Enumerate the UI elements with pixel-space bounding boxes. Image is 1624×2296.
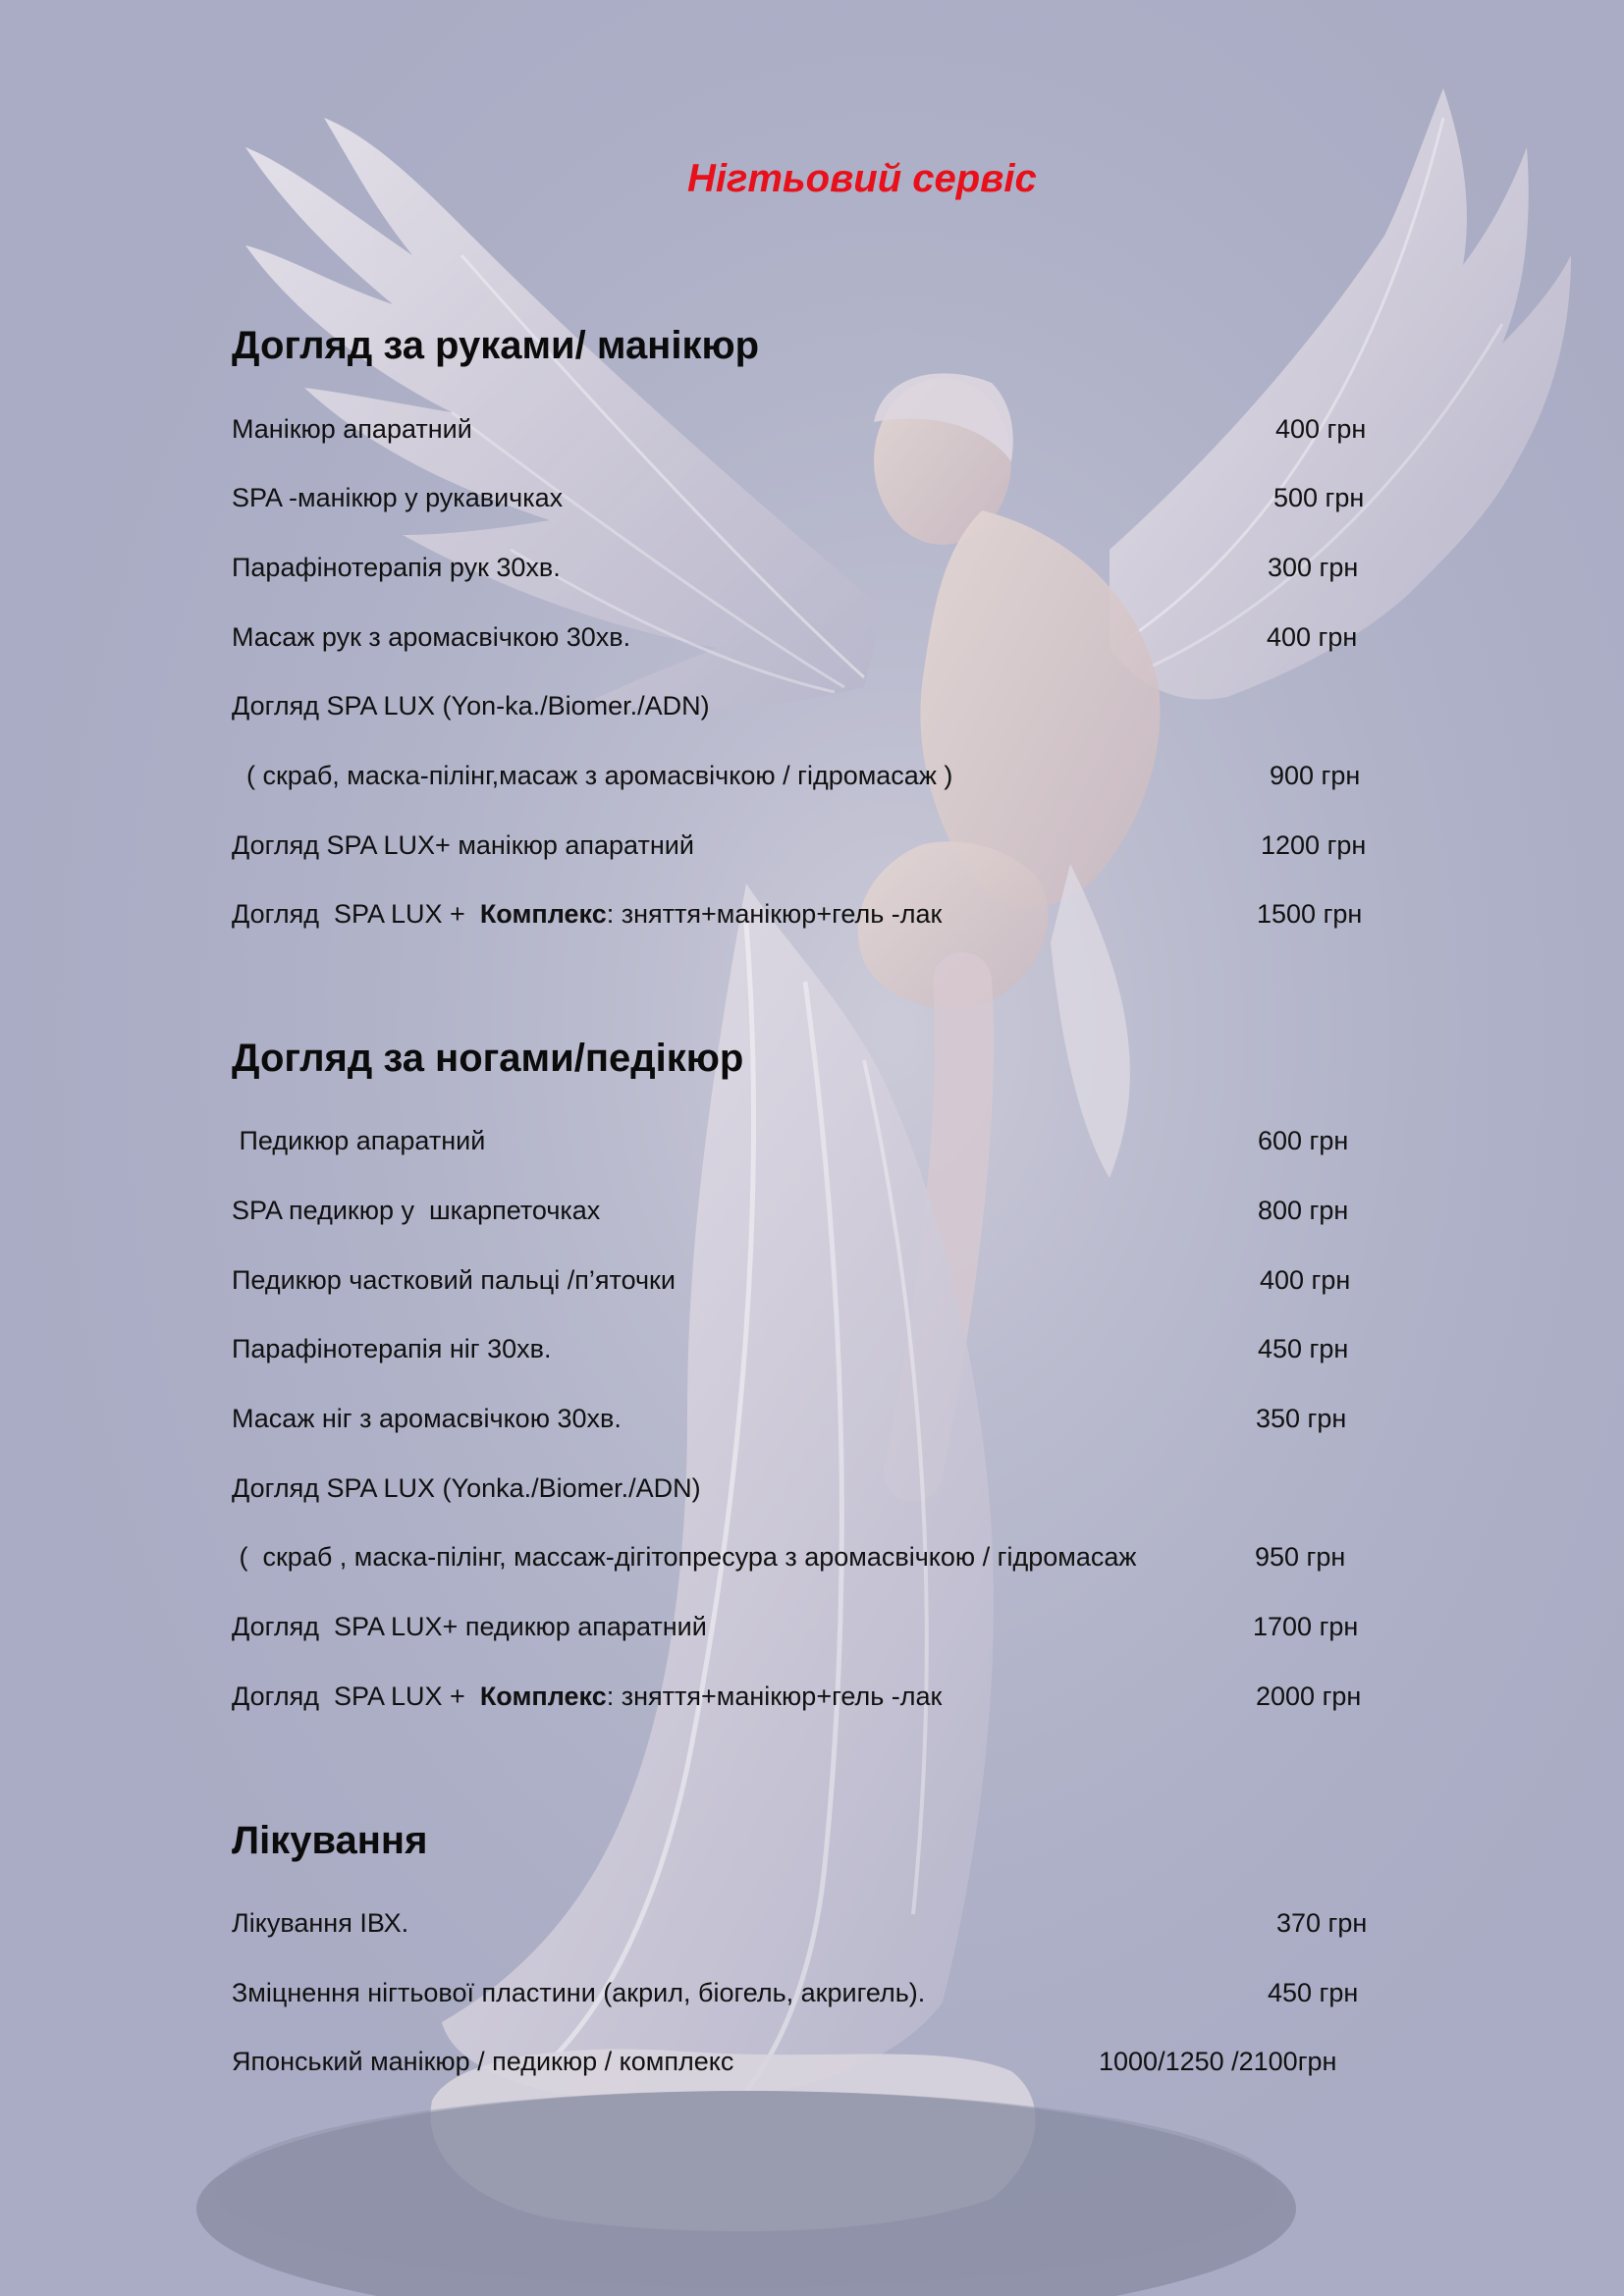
service-name: Зміцнення нігтьової пластини (акрил, біогель, акригель). <box>232 1978 926 2007</box>
service-price: 1000/1250 /2100грн <box>1099 2047 1337 2076</box>
service-name: Догляд SPA LUX+ педикюр апаратний <box>232 1612 707 1641</box>
service-name: Масаж ніг з аромасвічкою 30хв. <box>232 1404 622 1433</box>
service-price: 1200 грн <box>1261 830 1367 860</box>
service-name: Догляд SPA LUX (Yon-ka./Biomer./ADN) <box>232 691 710 721</box>
service-name: Парафінотерапія рук 30хв. <box>232 553 561 582</box>
service-name: ( скраб , маска-пілінг, массаж-дігітопресура з аромасвічкою / гідромасаж <box>232 1542 1137 1572</box>
service-price: 450 грн <box>1258 1334 1349 1363</box>
service-name: Педикюр частковий пальці /п’яточки <box>232 1265 676 1295</box>
service-price: 1500 грн <box>1257 899 1363 929</box>
page-title: Нігтьовий сервіс <box>687 157 1037 200</box>
service-price: 400 грн <box>1260 1265 1351 1295</box>
service-price: 600 грн <box>1258 1126 1349 1155</box>
service-name: Масаж рук з аромасвічкою 30хв. <box>232 622 631 652</box>
service-price: 400 грн <box>1275 414 1367 444</box>
service-name: Манікюр апаратний <box>232 414 472 444</box>
service-name-suffix: : зняття+манікюр+гель -лак <box>606 899 943 929</box>
service-name: SPA -манікюр у рукавичках <box>232 483 564 512</box>
service-name: Японський манікюр / педикюр / комплекс <box>232 2047 734 2076</box>
service-price: 300 грн <box>1268 553 1359 582</box>
service-price: 500 грн <box>1273 483 1365 512</box>
service-name: Догляд SPA LUX (Yonka./Biomer./ADN) <box>232 1473 701 1503</box>
service-name: Парафінотерапія ніг 30хв. <box>232 1334 552 1363</box>
service-name-bold: Комплекс <box>479 1682 607 1711</box>
section-heading-treatment: Лікування <box>232 1819 428 1862</box>
service-price: 350 грн <box>1256 1404 1347 1433</box>
service-name: Лікування ІВХ. <box>232 1908 409 1938</box>
service-price: 900 грн <box>1270 761 1361 790</box>
service-name: ( скраб, маска-пілінг,масаж з аромасвічкою / гідромасаж ) <box>232 761 953 790</box>
service-price: 800 грн <box>1258 1196 1349 1225</box>
service-price: 370 грн <box>1276 1908 1368 1938</box>
section-heading-hands: Догляд за руками/ манікюр <box>232 324 760 367</box>
section-heading-feet: Догляд за ногами/педікюр <box>232 1037 744 1080</box>
service-price: 1700 грн <box>1253 1612 1359 1641</box>
service-name-suffix: : зняття+манікюр+гель -лак <box>606 1682 943 1711</box>
service-price: 400 грн <box>1267 622 1358 652</box>
service-name-prefix: Догляд SPA LUX + <box>232 1682 480 1711</box>
service-name: SPA педикюр у шкарпеточках <box>232 1196 601 1225</box>
service-name: Догляд SPA LUX+ манікюр апаратний <box>232 830 694 860</box>
service-name: Педикюр апаратний <box>232 1126 486 1155</box>
service-name-complex <box>232 1682 942 1712</box>
service-name-bold: Комплекс <box>479 899 607 929</box>
service-price: 950 грн <box>1255 1542 1346 1572</box>
service-price: 450 грн <box>1268 1978 1359 2007</box>
service-name-complex <box>232 899 942 930</box>
service-price: 2000 грн <box>1256 1682 1362 1711</box>
service-name-prefix: Догляд SPA LUX + <box>232 899 480 929</box>
